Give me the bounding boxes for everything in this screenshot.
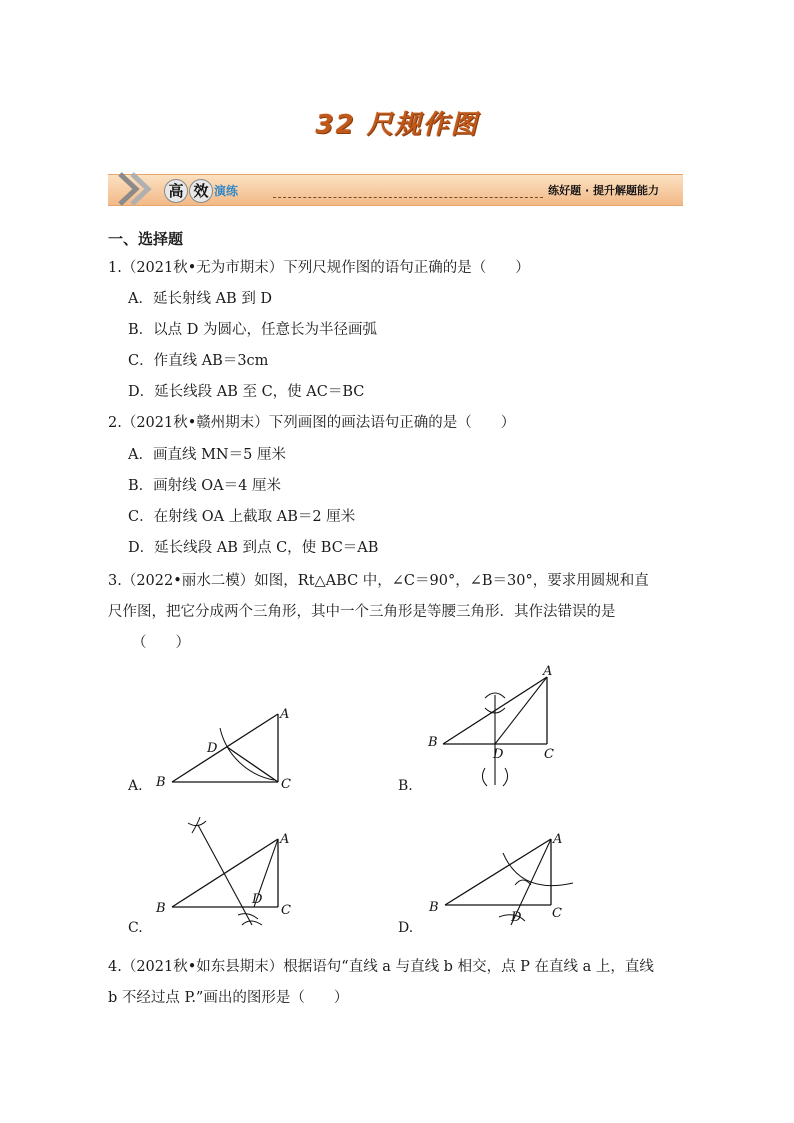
fig-d-label: D. — [398, 920, 414, 936]
q3-line-2: 尺作图，把它分成两个三角形，其中一个三角形是等腰三角形．其作法错误的是 — [108, 604, 616, 620]
fig-a-point-b: B — [156, 775, 166, 790]
banner-tagline: 练好题 · 提升解题能力 — [548, 184, 659, 197]
q4-line-2: b 不经过点 P.”画出的图形是（ ） — [108, 990, 349, 1006]
q2-option-c: C．在射线 OA 上截取 AB＝2 厘米 — [128, 509, 356, 525]
q3-line-3: （ ） — [132, 635, 190, 651]
section-banner — [108, 170, 683, 208]
q1-option-d: D．延长线段 AB 至 C，使 AC＝BC — [128, 384, 365, 400]
q4-line-1: 4.（2021秋•如东县期末）根据语句“直线 a 与直线 b 相交，点 P 在直线 a 上，直线 — [108, 959, 654, 975]
q1-option-a: A．延长射线 AB 到 D — [128, 291, 273, 307]
badge-gao: 高 — [164, 179, 188, 203]
fig-d-point-b: B — [429, 900, 439, 915]
badge-xiao: 效 — [189, 179, 213, 203]
q2-stem: 2.（2021秋•赣州期末）下列画图的画法语句正确的是（ ） — [108, 415, 516, 431]
fig-b-point-b: B — [428, 735, 438, 750]
fig-a-point-d: D — [207, 741, 218, 756]
fig-c-label: C. — [128, 920, 143, 936]
banner-dashed-line — [273, 197, 543, 198]
q2-option-a: A．画直线 MN＝5 厘米 — [128, 447, 286, 463]
q3-line-1: 3.（2022•丽水二模）如图，Rt△ABC 中，∠C＝90°，∠B＝30°，要求用圆规和直 — [108, 573, 649, 589]
fig-b-point-c: C — [544, 747, 554, 762]
fig-b-point-a: A — [543, 664, 553, 679]
section-heading: 一、选择题 — [108, 230, 184, 248]
figure-d — [425, 825, 590, 940]
badge-word: 演练 — [214, 184, 239, 198]
q1-option-b: B．以点 D 为圆心，任意长为半径画弧 — [128, 322, 377, 338]
chevron-icon — [116, 170, 152, 208]
q1-option-c: C．作直线 AB＝3cm — [128, 353, 269, 369]
q2-option-d: D．延长线段 AB 到点 C，使 BC＝AB — [128, 540, 379, 556]
fig-d-point-d: D — [511, 910, 522, 925]
fig-c-point-c: C — [281, 903, 291, 918]
fig-a-point-c: C — [281, 777, 291, 792]
figure-a — [150, 700, 310, 800]
figure-b — [425, 660, 585, 795]
fig-b-point-d: D — [493, 747, 504, 762]
fig-a-label: A. — [128, 778, 143, 794]
fig-c-point-d: D — [252, 892, 263, 907]
q1-stem: 1.（2021秋•无为市期末）下列尺规作图的语句正确的是（ ） — [108, 260, 530, 276]
fig-c-point-a: A — [280, 832, 290, 847]
q2-option-b: B．画射线 OA＝4 厘米 — [128, 478, 281, 494]
fig-a-point-a: A — [280, 707, 290, 722]
fig-b-label: B. — [398, 778, 413, 794]
figure-c — [150, 815, 310, 935]
page-title: 32 尺规作图 — [315, 110, 479, 140]
fig-c-point-b: B — [156, 901, 166, 916]
fig-d-point-c: C — [552, 906, 562, 921]
fig-d-point-a: A — [553, 832, 563, 847]
